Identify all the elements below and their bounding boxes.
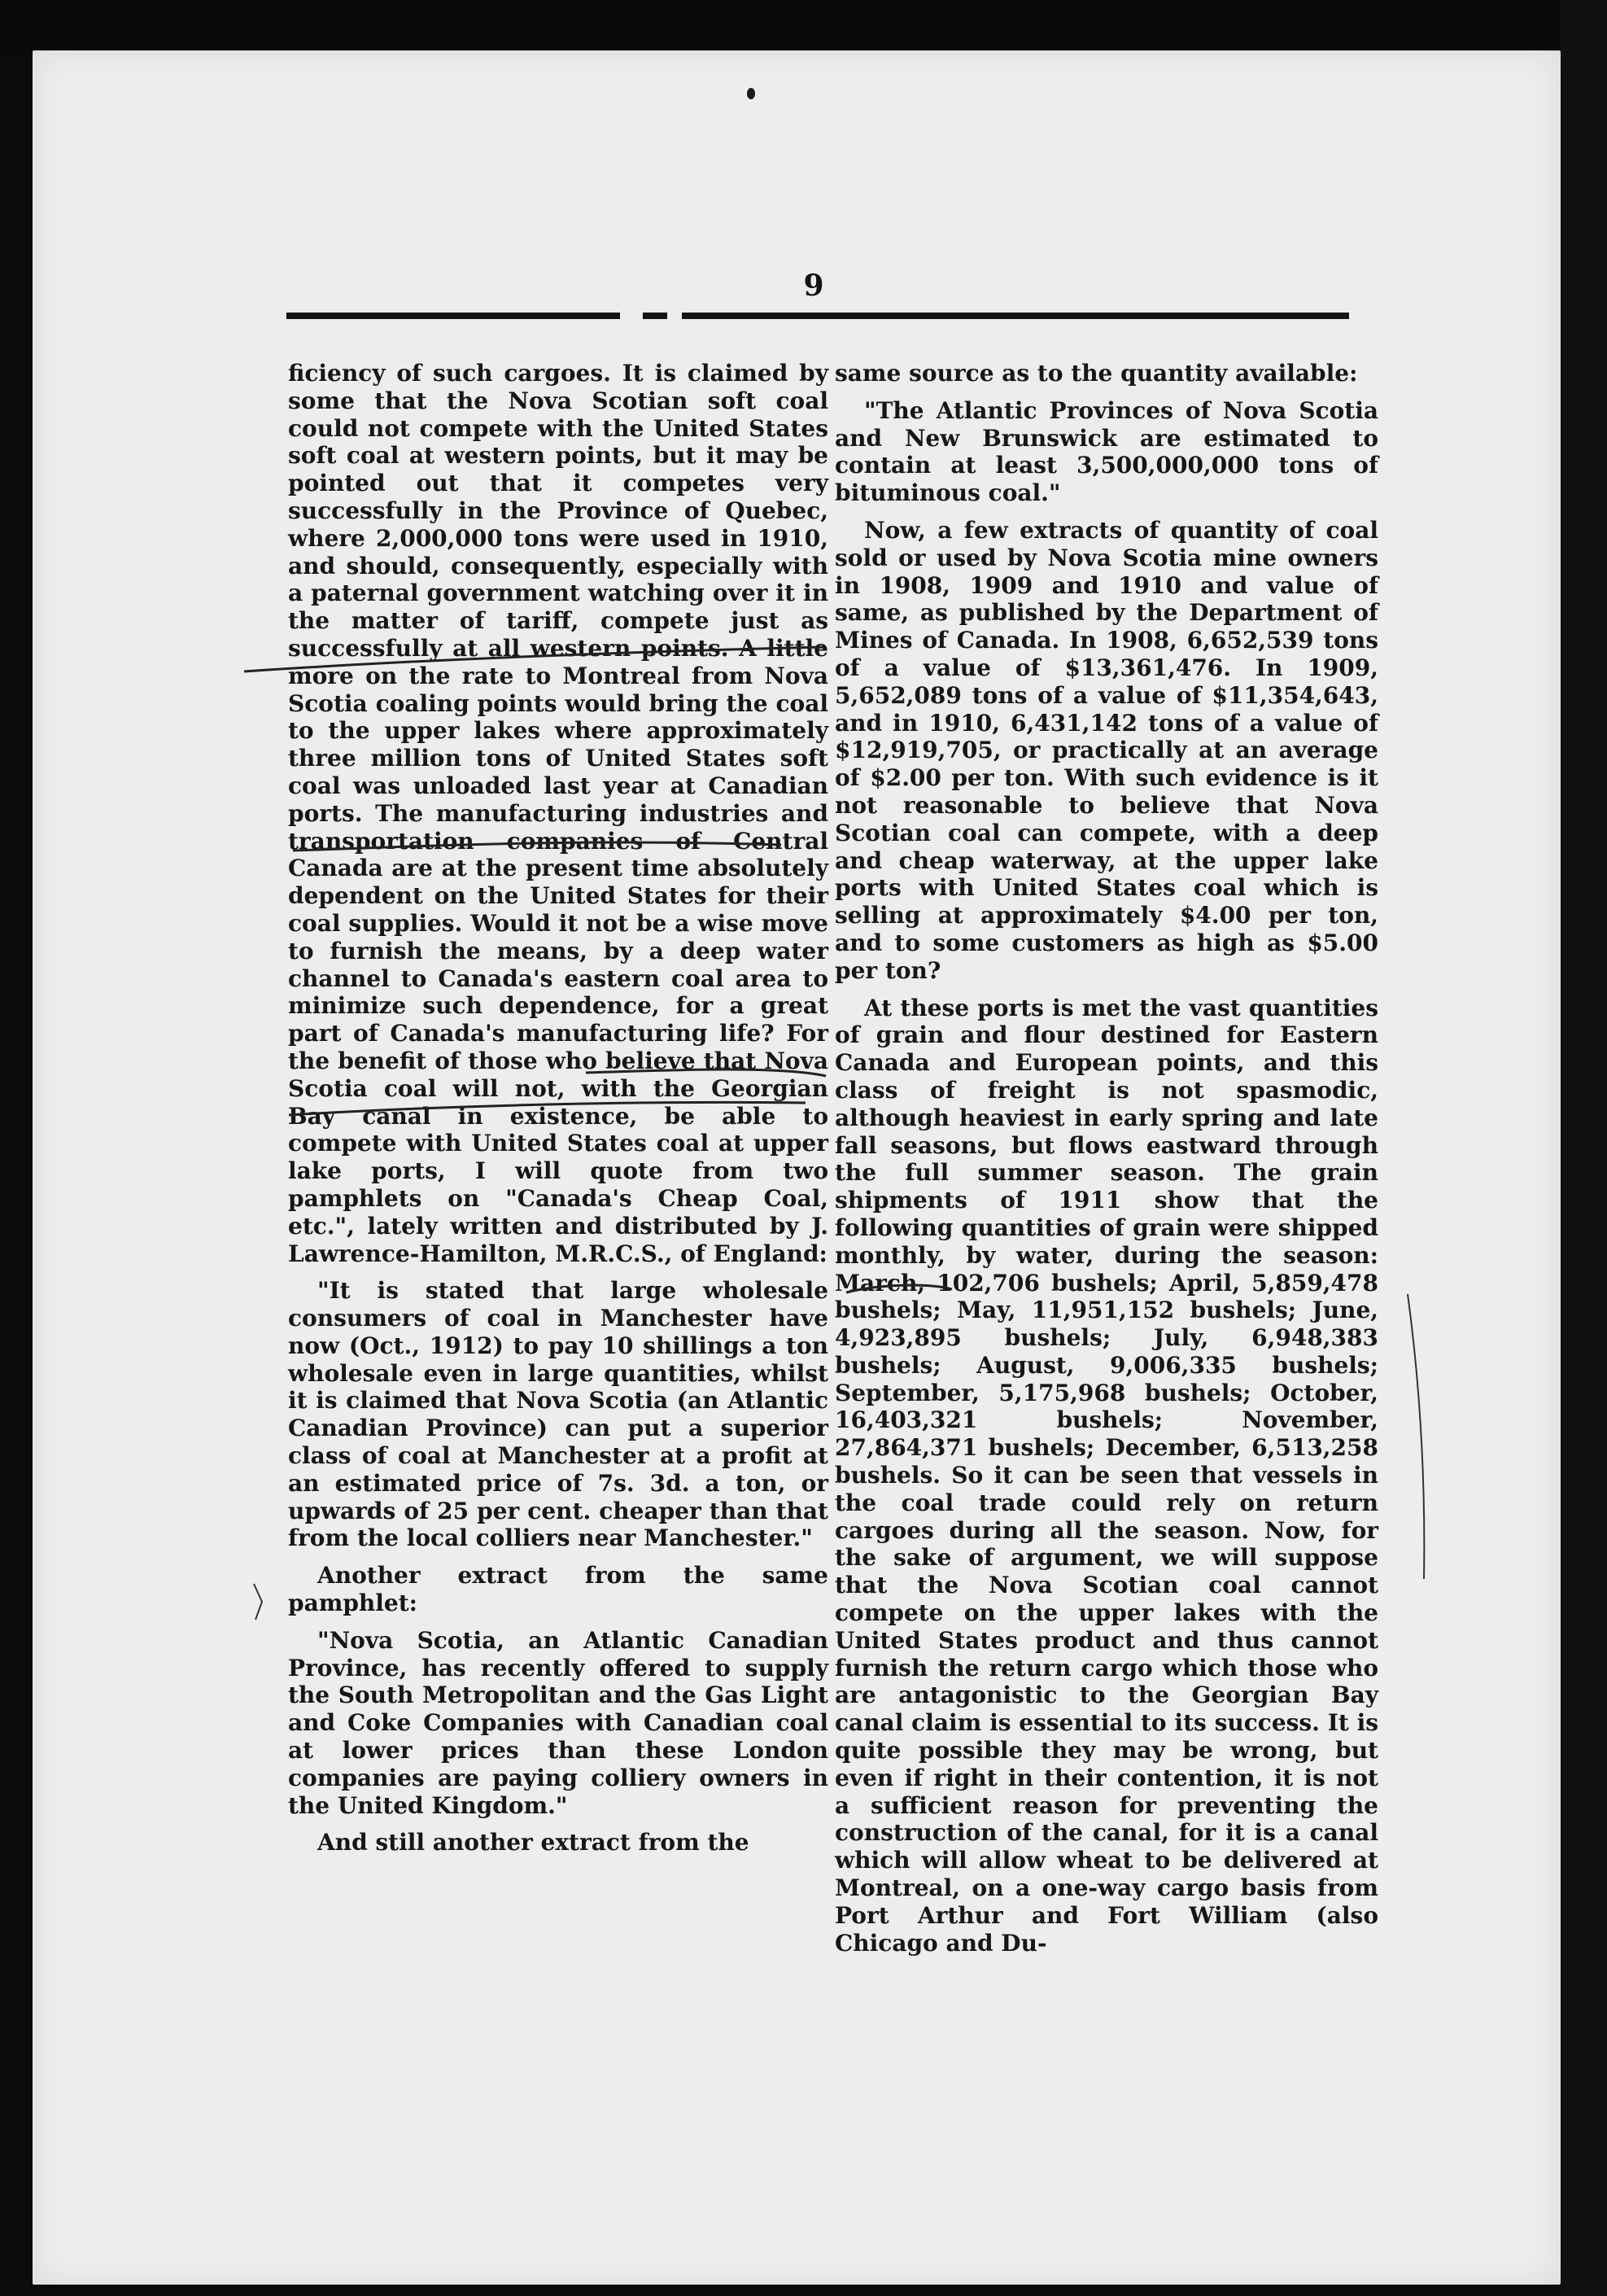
paragraph: Another extract from the same pamphlet: — [288, 1562, 828, 1617]
pen-margin-mark — [1408, 1294, 1424, 1579]
pen-margin-mark — [254, 1584, 262, 1620]
pen-underline — [293, 842, 781, 851]
paragraph: Now, a few extracts of quantity of coal sold or used by Nova Scotia mine owners in 1908, 1909 and 1910 and value of same, as published by the Department of Mines of Canada. In 1908, 6,652,539 tons of a value of $13,361,476. In 1909, 5,652,089 tons of a value of $11,354,643, and in 1910, 6,431,142 tons of a value of $12,919,705, or practically at an average of $2.00 per ton. With such evidence is it not reasonable to believe that Nova Scotian coal can compete, with a deep and cheap waterway, at the upper lake ports with United States coal which is selling at approximately $4.00 per ton, and to some customers as high as $5.00 per ton? — [835, 516, 1378, 984]
pen-underline — [289, 1102, 806, 1115]
page-number: 9 — [803, 269, 824, 303]
paragraph-text: At these ports is met the vast quantities of grain and flour destined for Eastern Canada and European points, and this class of freight is not spasmodic, although heaviest in early spring and late fall seasons, but flows eastward through the full summer season. The grain shipments of 1911 show that the following quantities of grain were shipped monthly, by water, during the season: March, 102,706 bushels; April, 5,859,478 bushels; May, 11,951,152 bushels; June, 4,923,895 bushels; July, 6,948,383 bushels; August, 9,006,335 bushels; September, 5,175,968 bushels; October, 16,403,321 bushels; November, 27,864,371 bushels; December, 6,513,258 bushels. So it can be seen that vessels in the coal trade could rely on return cargoes during all the season. Now, for the sake of argument, we will suppose that the Nova Scotian coal cannot compete on the upper lakes with the United States product and thus cannot furnish the return cargo which those who are antagonistic to the Georgian Bay canal claim is essential to its success. It is quite possible they may be wrong, but even if right in their contention, it is not a sufficient reason for preventing the construction of the canal, for it is a canal which will allow wheat to be delivered at Montreal, on a — [835, 994, 1378, 1902]
paragraph: "The Atlantic Provinces of Nova Scotia and New Brunswick are estimated to contain at least 3,500,000,000 tons of bituminous coal." — [835, 396, 1378, 507]
paragraph: ficiency of such cargoes. It is claimed by some that the Nova Scotian soft coal could not compete with the United States soft coal at western points, but it may be pointed out that it competes very successfully in the Province of Quebec, where 2,000,000 tons were used in 1910, and should, consequently, especially with a paternal government watching over it in the matter of tariff, compete just as successfully at all western points. A little more on the rate to Montreal from Nova Scotia coaling points would bring the coal to the upper lakes where approximately three million tons of United States soft coal was unloaded last year at Canadian ports. The manufacturing industries and transportation companies of Central Canada are at the present time absolutely dependent on the United States for their coal supplies. Would it not be a wise move to furnish the means, by a deep water channel to Canada's eastern coal area to minimize such dependence, for a great part of Canada's manufacturing life? For the benefit of those who believe that Nova Scotia coal will not, with the Georgian Bay canal in existence, be able to compete with United States coal at upper lake ports, I will quote from two pamphlets on "Canada's Cheap Coal, etc.", lately written and distributed by J. Lawrence-Hamilton, M.R.C.S., of England: — [288, 360, 828, 1267]
paragraph: And still another extract from the — [317, 1829, 749, 1856]
pen-underline — [244, 647, 823, 671]
paragraph: same source as to the quantity available: — [835, 360, 1358, 387]
paragraph: "Nova Scotia, an Atlantic Canadian Province, has recently offered to supply the South Metropolitan and the Gas Light and Coke Companies with Canadian coal at lower prices than these London companies are paying colliery owners in the United Kingdom." — [288, 1626, 828, 1819]
pen-underline — [586, 1069, 826, 1076]
emphasis-text: one-way cargo basis — [1041, 1874, 1306, 1902]
paragraph: "It is stated that large wholesale consumers of coal in Manchester have now (Oct., 1912) to pay 10 shillings a ton wholesale even in large quantities, whilst it is claimed that Nova Scotia (an Atlantic Canadian Province) can put a superior class of coal at Manchester at a profit at an estimated price of 7s. 3d. a ton, or upwards of 25 per cent. cheaper than that from the local colliers near Manchester." — [288, 1277, 828, 1552]
pen-underline — [846, 1285, 952, 1292]
paragraph-text: from Port Arthur and Fort William (also Chicago and Du- — [835, 1874, 1379, 1957]
